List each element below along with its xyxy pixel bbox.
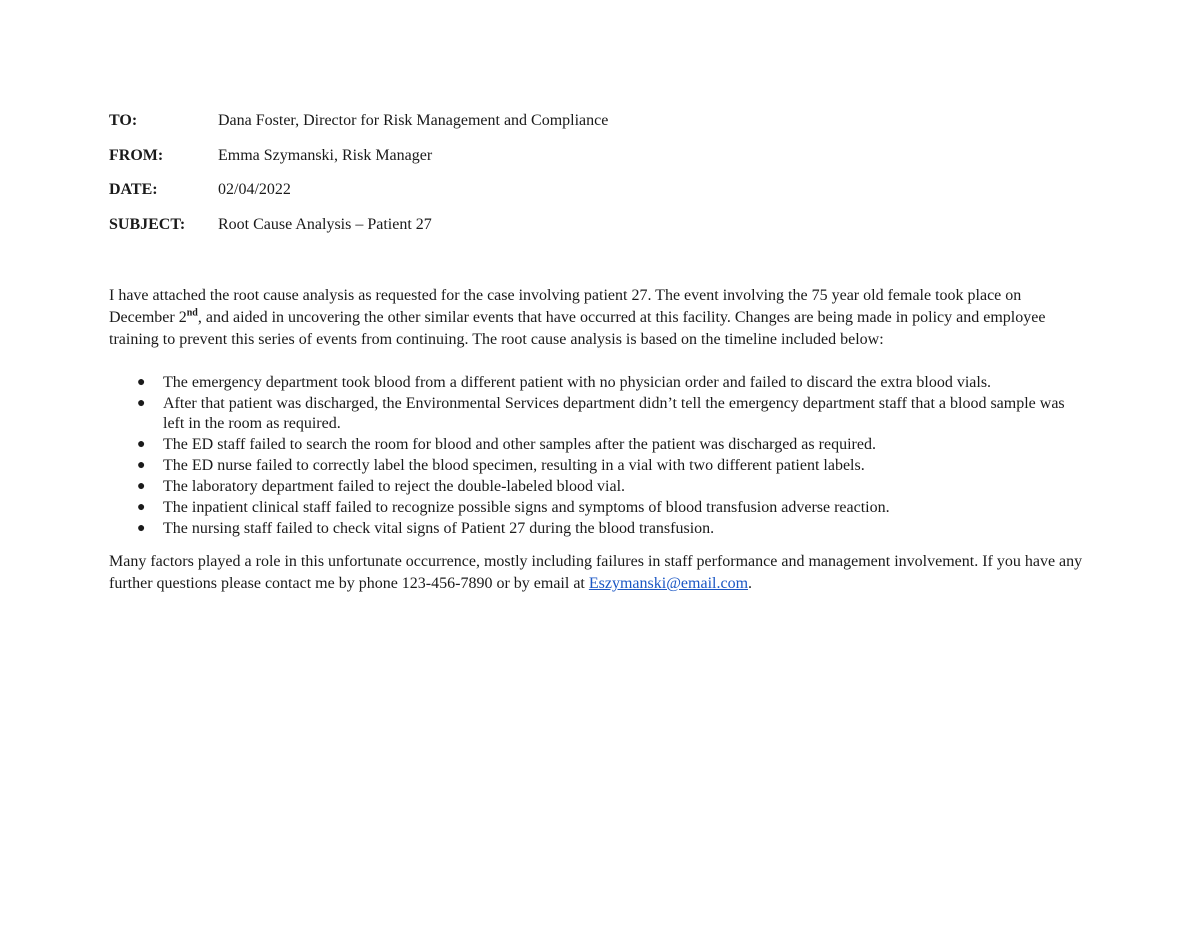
list-item — [109, 456, 1084, 476]
timeline-list — [109, 373, 1084, 539]
list-item — [109, 477, 1084, 497]
list-item-text: The inpatient clinical staff failed to recognize possible signs and symptoms of blood transfusion adverse reaction. — [163, 499, 890, 516]
intro-ordinal-suffix: nd — [186, 307, 198, 319]
date-label: DATE: — [109, 181, 158, 198]
list-item-text: The ED nurse failed to correctly label the blood specimen, resulting in a vial with two different patient labels. — [163, 457, 865, 474]
from-value: Emma Szymanski, Risk Manager — [218, 146, 433, 164]
list-item-text: The emergency department took blood from a different patient with no physician order and failed to discard the extra blood vials. — [163, 374, 992, 391]
bullet-icon: ● — [137, 458, 146, 473]
bullet-icon: ● — [137, 521, 146, 536]
to-value: Dana Foster, Director for Risk Management and Compliance — [218, 112, 609, 129]
list-item — [109, 519, 1084, 539]
memo — [109, 110, 1084, 595]
memo-subject-row — [109, 214, 1084, 249]
memo-to-row — [109, 110, 1084, 145]
from-label: FROM: — [109, 146, 164, 164]
date-value: 02/04/2022 — [218, 181, 291, 198]
to-label: TO: — [109, 112, 138, 129]
list-item-text: The ED staff failed to search the room for blood and other samples after the patient was discharged as required. — [163, 436, 876, 453]
subject-label: SUBJECT: — [109, 215, 186, 233]
intro-text-part1: I have attached the root cause analysis as requested for the case involving patient 27. The event involving the 75 year old female took place on December 2 — [109, 287, 1022, 326]
list-item-text: After that patient was discharged, the Environmental Services department didn’t tell the emergency department staff that a blood sample was left in the room as required. — [163, 395, 1065, 432]
intro-text-part2: , and aided in uncovering the other similar events that have occurred at this facility. Changes are being made in policy and employee training to prevent this series of events from continuing. The root cause analysis is based on the timeline included below: — [109, 309, 1046, 348]
list-item — [109, 394, 1084, 434]
closing-paragraph — [109, 551, 1084, 595]
list-item — [109, 435, 1084, 455]
memo-date-row — [109, 179, 1084, 214]
bullet-icon: ● — [137, 375, 146, 390]
bullet-icon: ● — [137, 396, 146, 411]
bullet-icon: ● — [137, 500, 146, 515]
closing-text: Many factors played a role in this unfortunate occurrence, mostly including failures in staff performance and management involvement. If you have any further questions please contact me by phone 123-456-7890 or by email at — [109, 553, 1083, 592]
closing-period: . — [748, 575, 753, 592]
bullet-icon: ● — [137, 479, 146, 494]
list-item-text: The nursing staff failed to check vital signs of Patient 27 during the blood transfusion. — [163, 520, 715, 537]
list-item — [109, 498, 1084, 518]
intro-paragraph — [109, 285, 1084, 351]
subject-value: Root Cause Analysis – Patient 27 — [218, 215, 432, 233]
list-item-text: The laboratory department failed to reject the double-labeled blood vial. — [163, 478, 626, 495]
bullet-icon: ● — [137, 437, 146, 452]
list-item — [109, 373, 1084, 393]
email-link[interactable]: Eszymanski@email.com — [588, 575, 749, 592]
memo-from-row — [109, 145, 1084, 180]
